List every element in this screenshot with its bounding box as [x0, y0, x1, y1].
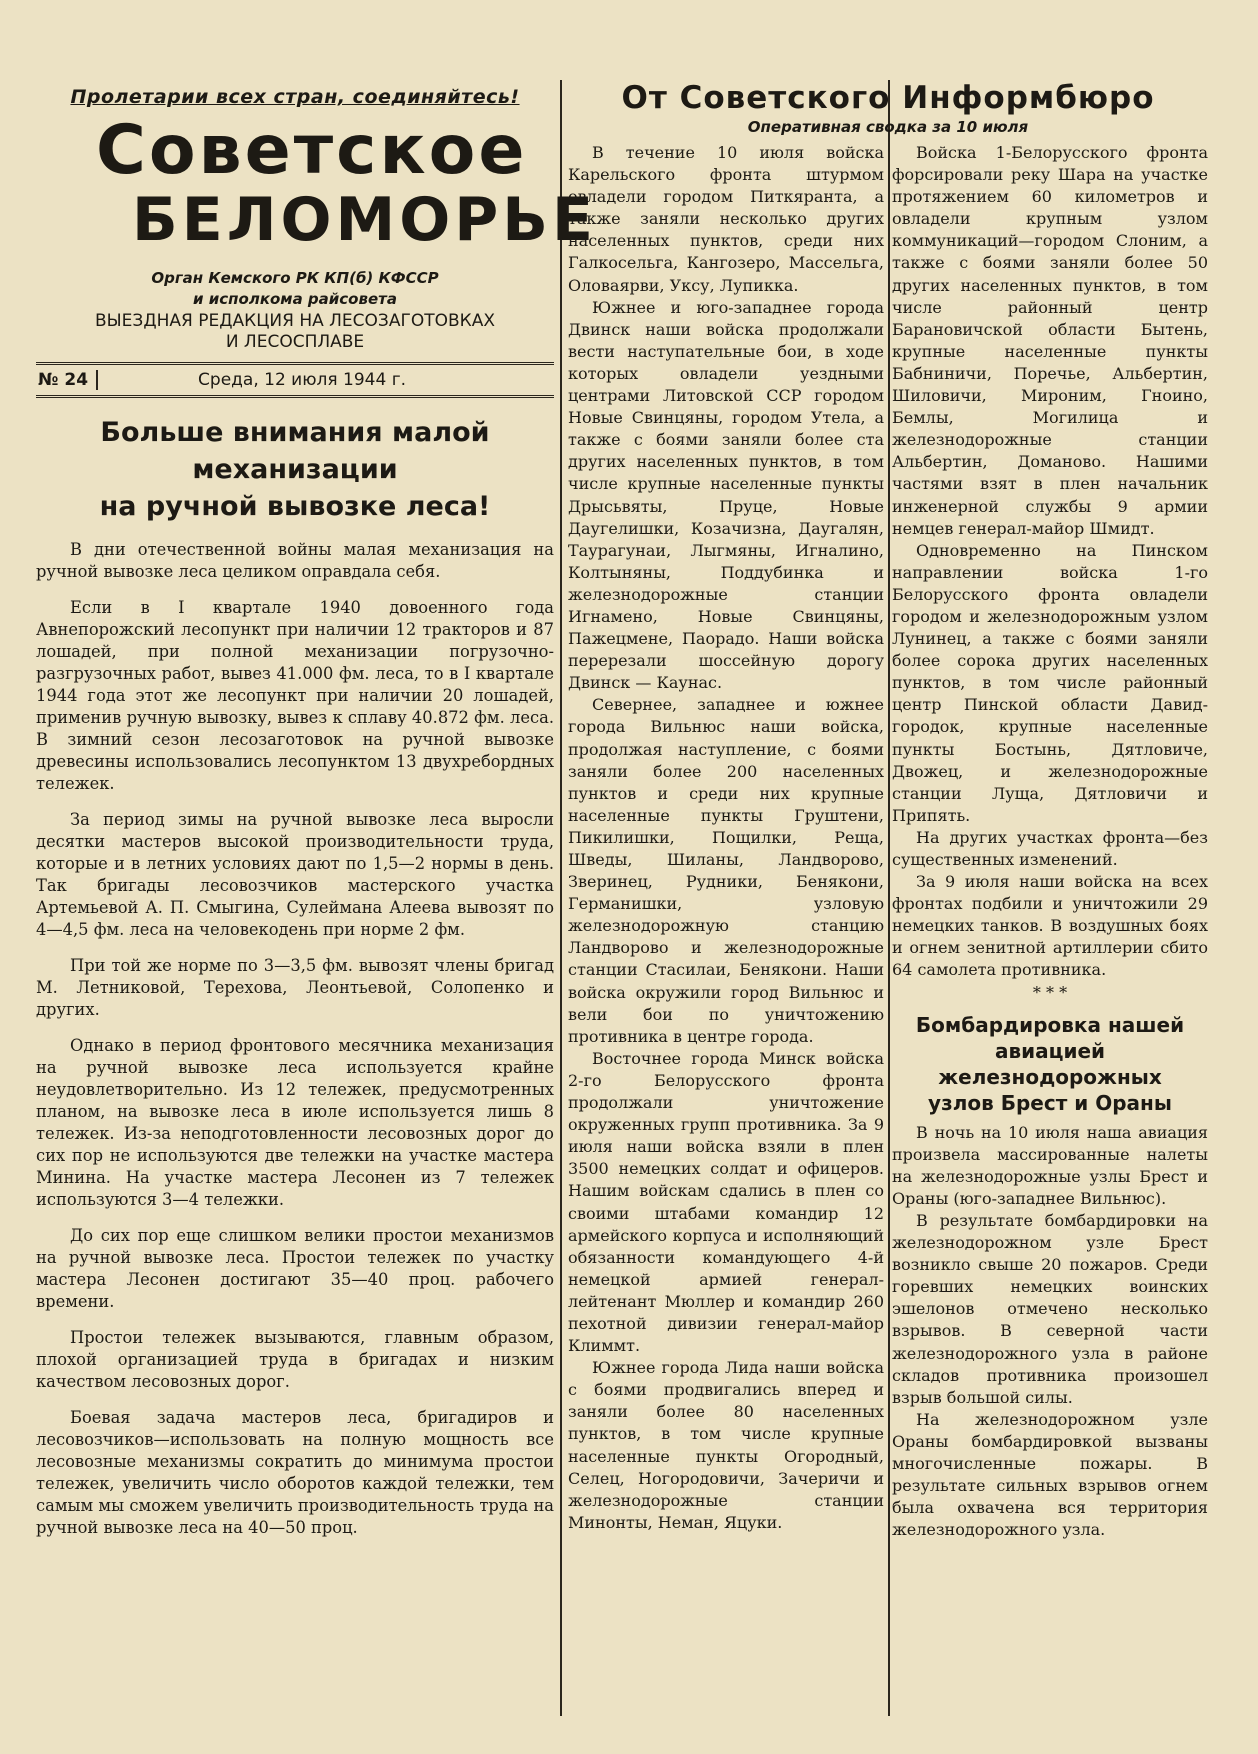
- edition-line2: И ЛЕСОСПЛАВЕ: [225, 332, 365, 352]
- editorial-paragraph: За период зимы на ручной вывозке леса выросли десятки мастеров высокой производительности труда, которые и в летних условиях дают по 1,5—2 нормы в день. Так бригады лесовозчиков мастерского участка Артемьевой А. П. Смыгина, Сулеймана Алеева вывозят по 4—4,5 фм. леса на человекодень при норме 2 фм.: [36, 810, 554, 939]
- middle-column: [568, 142, 884, 1534]
- report-paragraph: На других участках фронта—без существенных изменений.: [892, 827, 1208, 869]
- left-column: [36, 80, 597, 1553]
- bombing-paragraph: В результате бомбардировки на железнодорожном узле Брест возникло свыше 20 пожаров. Среди горевших немецких воинских эшелонов отмечено несколько взрывов. В северной части железнодорожного узла в районе складов противника произошел взрыв большой силы.: [892, 1210, 1208, 1407]
- report-paragraph: Севернее, западнее и южнее города Вильнюс наши войска, продолжая наступление, с боями заняли более 200 населенных пунктов и среди них крупные населенные пункты Груштени, Пикилишки, Пощилки, Реща, Шведы, Шиланы, Ландворово, Зверинец, Рудники, Бенякони, Германишки, узловую железнодорожную станцию Ландворово и железнодорожные станции Стасилаи, Бенякони. Наши войска окружили город Вильнюс и вели бои по уничтожению противника в центре города.: [568, 695, 884, 1046]
- editorial-headline-line2: механизации: [192, 454, 398, 485]
- report-paragraph: За 9 июля наши войска на всех фронтах подбили и уничтожили 29 немецких танков. В воздушных боях и огнем зенитной артиллерии сбито 64 самолета противника.: [892, 872, 1208, 980]
- report-paragraph: В течение 10 июля войска Карельского фронта штурмом овладели городом Питкяранта, а также заняли несколько других населенных пунктов, среди них Галкосельга, Кангозеро, Массельга, Оловаярви, Уксу, Лупикка.: [568, 143, 884, 295]
- sovinformburo-title: От Советского Информбюро: [621, 80, 1155, 116]
- editorial-paragraph: В дни отечественной войны малая механизация на ручной вывозке леса целиком оправдала себя.: [36, 540, 554, 581]
- editorial-headline: [36, 414, 554, 525]
- report-paragraph: Южнее города Лида наши войска с боями продвигались вперед и заняли более 80 населенных пунктов, в том числе крупные населенные пункты Огородный, Селец, Ногородовичи, Зачеричи и железнодорожные станции Минонты, Неман, Яцуки.: [568, 1358, 884, 1532]
- right-column: [892, 142, 1208, 1541]
- bombing-headline-line2: авиацией железнодорожных: [938, 1038, 1162, 1089]
- editorial-paragraph: Если в I квартале 1940 довоенного года Авнепорожский лесопункт при наличии 12 тракторов и 87 лошадей, при полной механизации погрузочно-разгрузочных работ, вывез 41.000 фм. леса, то в I квартале 1944 года этот же лесопункт при наличии 20 лошадей, применив ручную вывозку, вывез к сплаву 40.872 фм. леса. В зимний сезон лесозаготовок на ручной вывозке древесины использовались лесопунктом 13 двухребордных тележек.: [36, 598, 554, 793]
- bombing-headline: [892, 1012, 1208, 1116]
- report-paragraph: Восточнее города Минск войска 2-го Белорусского фронта продолжали уничтожение окруженных групп противника. За 9 июля наши войска взяли в плен 3500 немецких солдат и офицеров. Нашим войскам сдались в плен со своими штабами командир 12 армейского корпуса и исполняющий обязанности командующего 4-й немецкой армией генерал-лейтенант Мюллер и командир 260 пехотной дивизии генерал-майор Климмт.: [568, 1048, 884, 1356]
- editorial-paragraph: При той же норме по 3—3,5 фм. вывозят члены бригад М. Летниковой, Терехова, Леонтьевой, Солопенко и других.: [36, 956, 554, 1019]
- editorial-paragraph: Однако в период фронтового месячника механизация на ручной вывозке леса используется крайне неудовлетворительно. Из 12 тележек, предусмотренных планом, на вывозке леса в июле используется лишь 8 тележек. Из-за неподготовленности лесовозных дорог до сих пор не используются две тележки на участке мастера Минина. На участке мастера Лесонен из 7 тележек используются 3—4 тележки.: [36, 1036, 554, 1209]
- column-divider: [888, 80, 890, 1716]
- slogan: Пролетарии всех стран, соединяйтесь!: [70, 86, 520, 108]
- bombing-paragraph: На железнодорожном узле Ораны бомбардировкой вызваны многочисленные пожары. В результате сильных взрывов огнем была охвачена вся территория железнодорожного узла.: [892, 1409, 1208, 1540]
- editorial-headline-line1: Больше внимания малой: [100, 417, 490, 448]
- bombing-paragraph: В ночь на 10 июля наша авиация произвела массированные налеты на железнодорожные узлы Брест и Ораны (юго-западнее Вильнюс).: [892, 1122, 1208, 1208]
- report-paragraph: Войска 1-Белорусского фронта форсировали реку Шара на участке протяжением 60 километров и овладели крупным узлом коммуникаций—городом Слоним, а также с боями заняли более 50 других населенных пунктов, в том числе районный центр Барановичской области Бытень, крупные населенные пункты Бабниничи, Поречье, Альбертин, Шиловичи, Мироним, Гноино, Бемлы, Могилица и железнодорожные станции Альбертин, Доманово. Нашими частями взят в плен начальник инженерной службы 9 армии немцев генерал-майор Шмидт.: [892, 143, 1208, 538]
- report-paragraph: Одновременно на Пинском направлении войска 1-го Белорусского фронта овладели городом и железнодорожным узлом Лунинец, а также с боями заняли более сорока других населенных пунктов, в том числе районный центр Пинской области Давид-городок, крупные населенные пункты Бостынь, Дятловиче, Двожец, и железнодорожные станции Луща, Дятловичи и Припять.: [892, 540, 1208, 825]
- section-separator-stars: * * *: [1032, 982, 1068, 1002]
- organ-line2: и исполкома райсовета: [193, 290, 397, 308]
- bombing-headline-line1: Бомбардировка нашей: [915, 1012, 1185, 1037]
- dateline: [36, 362, 554, 398]
- editorial-headline-line3: на ручной вывозке леса!: [99, 491, 491, 522]
- bombing-headline-line3: узлов Брест и Ораны: [928, 1090, 1172, 1115]
- editorial-paragraph: Простои тележек вызываются, главным образом, плохой организацией труда в бригадах и низким качеством лесовозных дорог.: [36, 1328, 554, 1391]
- sovinformburo-subtitle: Оперативная сводка за 10 июля: [747, 118, 1029, 136]
- report-paragraph: Южнее и юго-западнее города Двинск наши войска продолжали вести наступательные бои, в ходе которых овладели уездными центрами Литовской ССР городом Новые Свинцяны, городом Утела, а также с боями заняли более ста других населенных пунктов, в том числе крупные населенные пункты Дрысьвяты, Пруце, Новые Даугелишки, Козачизна, Даугалян, Таурагунаи, Лыгмяны, Игналино, Колтыняны, Поддубинка и железнодорожные станции Игнамено, Новые Свинцяны, Пажецмене, Паорадо. Наши войска перерезали шоссейную дорогу Двинск — Каунас.: [568, 297, 884, 693]
- edition-line1: ВЫЕЗДНАЯ РЕДАКЦИЯ НА ЛЕСОЗАГОТОВКАХ: [95, 311, 495, 331]
- editorial-paragraph: Боевая задача мастеров леса, бригадиров и лесовозчиков—использовать на полную мощность все лесовозные механизмы сократить до минимума простои тележек, увеличить число оборотов каждой тележки, тем самым мы сможем увеличить производительность труда на ручной вывозке леса на 40—50 проц.: [36, 1408, 554, 1537]
- newspaper-title-line1: Советское: [96, 111, 528, 190]
- editorial-paragraph: До сих пор еще слишком велики простои механизмов на ручной вывозке леса. Простои тележек по участку мастера Лесонен достигают 35—40 проц. рабочего времени.: [36, 1226, 554, 1311]
- column-divider: [560, 80, 562, 1716]
- organ-line1: Орган Кемского РК КП(б) КФССР: [151, 269, 439, 287]
- newspaper-title-line2: БЕЛОМОРЬЕ: [132, 185, 597, 255]
- issue-date: Среда, 12 июля 1944 г.: [198, 370, 407, 390]
- issue-number: № 24: [36, 370, 98, 390]
